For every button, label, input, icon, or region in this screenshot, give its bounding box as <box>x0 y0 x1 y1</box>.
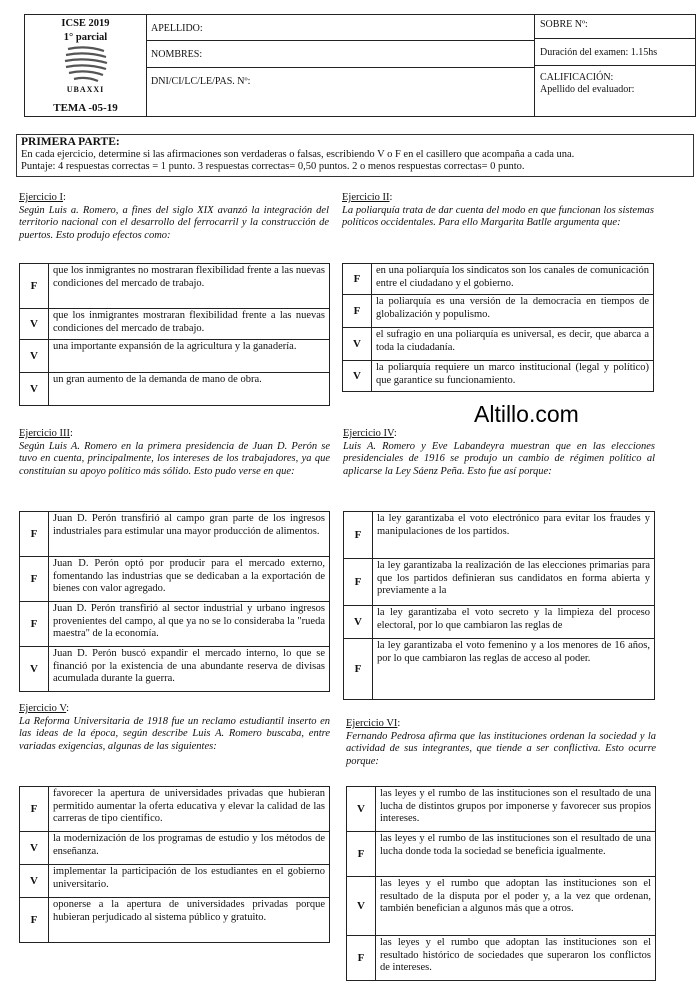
answer-box[interactable]: F <box>20 898 49 943</box>
answer-box[interactable]: V <box>20 832 49 865</box>
exercise-6-option-1 <box>347 787 656 832</box>
option-text: la poliarquía requiere un marco institucional (legal y político) que garantice su funcionamiento. <box>372 361 654 392</box>
answer-box[interactable]: F <box>20 557 49 602</box>
exam-label: 1° parcial <box>63 32 108 43</box>
instructions-line-2: Puntaje: 4 respuestas correctas = 1 punto. 3 respuestas correctas= 0,50 puntos. 2 o menos respuestas correctas= 0 punto. <box>21 161 525 172</box>
option-text: la ley garantizaba el voto secreto y la limpieza del proceso electoral, por lo que cambiaron las reglas de <box>373 606 655 639</box>
option-text: las leyes y el rumbo que adoptan las instituciones son el resultado histórico de sociedades que superaron los conflictos de intereses. <box>376 936 656 981</box>
answer-box[interactable]: V <box>20 865 49 898</box>
exercise-5-title: Ejercicio V <box>19 703 67 714</box>
exercise-1-option-1 <box>20 264 330 309</box>
option-text: favorecer la apertura de universidades privadas que hubieran permitido aumentar la oferta educativa y elevar la calidad de las carreras de tipo científico. <box>49 787 330 832</box>
option-text: las leyes y el rumbo de las instituciones son el resultado de una lucha donde toda la sociedad se beneficia igualmente. <box>376 832 656 877</box>
answer-box[interactable]: V <box>20 309 49 340</box>
answer-box[interactable]: F <box>343 295 372 328</box>
exercise-2-option-4 <box>343 361 654 392</box>
exercise-3-prompt: Según Luis A. Romero en la primera presidencia de Juan D. Perón se tuvo en cuenta, principalmente, los intereses de los trabajadores, ya que constituían su apoyo político más sólido. Esto pudo verse en que: <box>19 440 330 477</box>
option-text: un gran aumento de la demanda de mano de obra. <box>49 373 330 406</box>
exercise-5-table <box>19 786 330 943</box>
calificacion-label: CALIFICACIÓN: <box>540 72 614 83</box>
exercise-1-title: Ejercicio I <box>19 192 64 203</box>
course-label: ICSE 2019 <box>61 18 110 29</box>
instructions-line-1: En cada ejercicio, determine si las afirmaciones son verdaderas o falsas, escribiendo V o F en el casillero que acompaña a cada una. <box>21 148 575 160</box>
exercise-6-title: Ejercicio VI <box>346 718 398 729</box>
answer-box[interactable]: F <box>344 512 373 559</box>
logo-text: UBAXXI <box>66 85 105 94</box>
exercise-2-header: Ejercicio II: La poliarquía trata de dar cuenta del modo en que funcionan los sistemas políticos occidentales. Para ello Margarita Batlle argumenta que: <box>342 192 654 228</box>
answer-box[interactable]: F <box>344 559 373 606</box>
exercise-2-option-2 <box>343 295 654 328</box>
evaluador-label: Apellido del evaluador: <box>540 84 635 95</box>
exercise-2-table <box>342 263 654 392</box>
exercise-6-option-2 <box>347 832 656 877</box>
option-text: Juan D. Perón optó por producir para el mercado externo, fomentando las industrias que se dedicaban a la exportación de bienes con valor agregado. <box>49 557 330 602</box>
answer-box[interactable]: F <box>347 832 376 877</box>
exercise-1-header: Ejercicio I: Según Luis a. Romero, a fines del siglo XIX avanzó la integración del territorio nacional con el desarrollo del ferrocarril y la construcción de puertos. Esto produjo efectos como: <box>19 192 329 241</box>
exercise-5-prompt: La Reforma Universitaria de 1918 fue un reclamo estudiantil inserto en las ideas de la época, según describe Luis A. Romero buscaba, entre variadas exigencias, algunas de las siguientes: <box>19 715 330 752</box>
exercise-1-option-4 <box>20 373 330 406</box>
exercise-3-header: Ejercicio III: Según Luis A. Romero en la primera presidencia de Juan D. Perón se tuvo en cuenta, principalmente, los intereses de los trabajadores, ya que constituían su apoyo político más sólido. Esto pudo verse en que: <box>19 428 330 477</box>
exercise-6-header: Ejercicio VI: Fernando Pedrosa afirma que las instituciones ordenan la sociedad y la actividad de sus integrantes, que tiende a ser conflictiva. Esto ocurre porque: <box>346 718 656 767</box>
exercise-2-title: Ejercicio II <box>342 192 390 203</box>
option-text: la poliarquía es una versión de la democracia en tiempos de globalización y populismo. <box>372 295 654 328</box>
exercise-3-option-4 <box>20 647 330 692</box>
option-text: la ley garantizaba el voto femenino y a los menores de 16 años, por lo que cambiaron las reglas de acceso al poder. <box>373 639 655 700</box>
option-text: Juan D. Perón buscó expandir el mercado interno, lo que se financió por la existencia de una abundante reserva de divisas acumulada durante la guerra. <box>49 647 330 692</box>
ubaxxi-logo-icon <box>60 45 112 85</box>
option-text: Juan D. Perón transfirió al sector industrial y urbano ingresos provenientes del campo, al que ya no se lo consideraba la "rueda maestra" de la economía. <box>49 602 330 647</box>
answer-box[interactable]: V <box>343 328 372 361</box>
calificacion-cell <box>535 66 695 116</box>
exercise-4-prompt: Luis A. Romero y Eve Labandeyra muestran que en las elecciones presidenciales de 1916 se produjo un cambio de régimen político al aplicarse la Ley Sáenz Peña. Esto fue así porque: <box>343 440 655 477</box>
dni-field[interactable]: DNI/CI/LC/LE/PAS. Nº: <box>147 68 535 116</box>
option-text: la ley garantizaba la realización de las elecciones primarias para que los partidos definieran sus candidatos en forma abierta y previamente a la <box>373 559 655 606</box>
exercise-1-table <box>19 263 330 406</box>
exercise-5-option-1 <box>20 787 330 832</box>
option-text: la ley garantizaba el voto electrónico para evitar los fraudes y manipulaciones de los partidos. <box>373 512 655 559</box>
exercise-6-option-3 <box>347 877 656 936</box>
exam-header <box>24 14 696 117</box>
exercise-2-option-1 <box>343 264 654 295</box>
answer-box[interactable]: F <box>20 512 49 557</box>
exercise-4-table <box>343 511 655 700</box>
answer-box[interactable]: F <box>344 639 373 700</box>
apellido-field[interactable]: APELLIDO: <box>147 15 535 41</box>
exercise-5-option-2 <box>20 832 330 865</box>
option-text: el sufragio en una poliarquía es universal, es decir, que abarca a toda la ciudadanía. <box>372 328 654 361</box>
exercise-1-prompt: Según Luis a. Romero, a fines del siglo XIX avanzó la integración del territorio nacional con el desarrollo del ferrocarril y la construcción de puertos. Esto produjo efectos como: <box>19 204 329 241</box>
option-text: que los inmigrantes mostraran flexibilidad frente a las nuevas condiciones del mercado de trabajo. <box>49 309 330 340</box>
nombres-field[interactable]: NOMBRES: <box>147 41 535 68</box>
exercise-3-option-2 <box>20 557 330 602</box>
exercise-4-option-1 <box>344 512 655 559</box>
exercise-1-option-2 <box>20 309 330 340</box>
option-text: Juan D. Perón transfirió al campo gran parte de los ingresos industriales para estimular una mayor producción de alimentos. <box>49 512 330 557</box>
option-text: implementar la participación de los estudiantes en el gobierno universitario. <box>49 865 330 898</box>
sobre-field[interactable]: SOBRE Nº: <box>535 15 695 39</box>
option-text: las leyes y el rumbo de las instituciones son el resultado de una lucha de distintos grupos por imponerse y favorecer sus propios intereses. <box>376 787 656 832</box>
option-text: que los inmigrantes no mostraran flexibilidad frente a las nuevas condiciones del mercado de trabajo. <box>49 264 330 309</box>
exercise-5-option-3 <box>20 865 330 898</box>
option-text: una importante expansión de la agricultura y la ganadería. <box>49 340 330 373</box>
exercise-4-option-3 <box>344 606 655 639</box>
option-text: las leyes y el rumbo que adoptan las instituciones son el resultado de la disputa por el poder y, a la vez que ordenan, también benefician a algunos más que a otros. <box>376 877 656 936</box>
exercise-6-option-4 <box>347 936 656 981</box>
exercise-4-title: Ejercicio IV <box>343 428 394 439</box>
option-text: oponerse a la apertura de universidades privadas porque hubieran perjudicado al sistema público y gratuito. <box>49 898 330 943</box>
option-text: en una poliarquía los sindicatos son los canales de comunicación entre el ciudadano y el gobierno. <box>372 264 654 295</box>
exercise-6-prompt: Fernando Pedrosa afirma que las instituciones ordenan la sociedad y la actividad de sus integrantes, que tiende a ser conflictiva. Esto ocurre porque: <box>346 730 656 767</box>
answer-box[interactable]: F <box>20 264 49 309</box>
altillo-watermark: Altillo.com <box>474 401 579 427</box>
logo-cell <box>25 15 147 116</box>
option-text: la modernización de los programas de estudio y los métodos de enseñanza. <box>49 832 330 865</box>
exercise-6-table <box>346 786 656 981</box>
answer-box[interactable]: F <box>343 264 372 295</box>
exercise-3-option-1 <box>20 512 330 557</box>
answer-box[interactable]: F <box>20 602 49 647</box>
answer-box[interactable]: V <box>343 361 372 392</box>
exercise-2-option-3 <box>343 328 654 361</box>
answer-box[interactable]: V <box>20 340 49 373</box>
exercise-4-option-4 <box>344 639 655 700</box>
answer-box[interactable]: V <box>20 647 49 692</box>
exercise-4-header: Ejercicio IV: Luis A. Romero y Eve Labandeyra muestran que en las elecciones presidenciales de 1916 se produjo un cambio de régimen político al aplicarse la Ley Sáenz Peña. Esto fue así porque: <box>343 428 655 477</box>
instructions-box <box>16 134 694 177</box>
answer-box[interactable]: V <box>347 877 376 936</box>
exercise-3-table <box>19 511 330 692</box>
exercise-5-option-4 <box>20 898 330 943</box>
exercise-3-title: Ejercicio III <box>19 428 71 439</box>
answer-box[interactable]: V <box>20 373 49 406</box>
exercise-3-option-3 <box>20 602 330 647</box>
tema-label: TEMA -05-19 <box>53 102 118 114</box>
exercise-4-option-2 <box>344 559 655 606</box>
instructions-heading: PRIMERA PARTE: <box>21 136 120 148</box>
exercise-5-header: Ejercicio V: La Reforma Universitaria de 1918 fue un reclamo estudiantil inserto en las ideas de la época, según describe Luis A. Romero buscaba, entre variadas exigencias, algunas de las siguientes: <box>19 703 330 752</box>
answer-box[interactable]: F <box>347 936 376 981</box>
answer-box[interactable]: V <box>344 606 373 639</box>
answer-box[interactable]: F <box>20 787 49 832</box>
answer-box[interactable]: V <box>347 787 376 832</box>
exercise-2-prompt: La poliarquía trata de dar cuenta del modo en que funcionan los sistemas políticos occidentales. Para ello Margarita Batlle argumenta que: <box>342 204 654 228</box>
duracion-label: Duración del examen: 1.15hs <box>535 39 695 66</box>
exercise-1-option-3 <box>20 340 330 373</box>
